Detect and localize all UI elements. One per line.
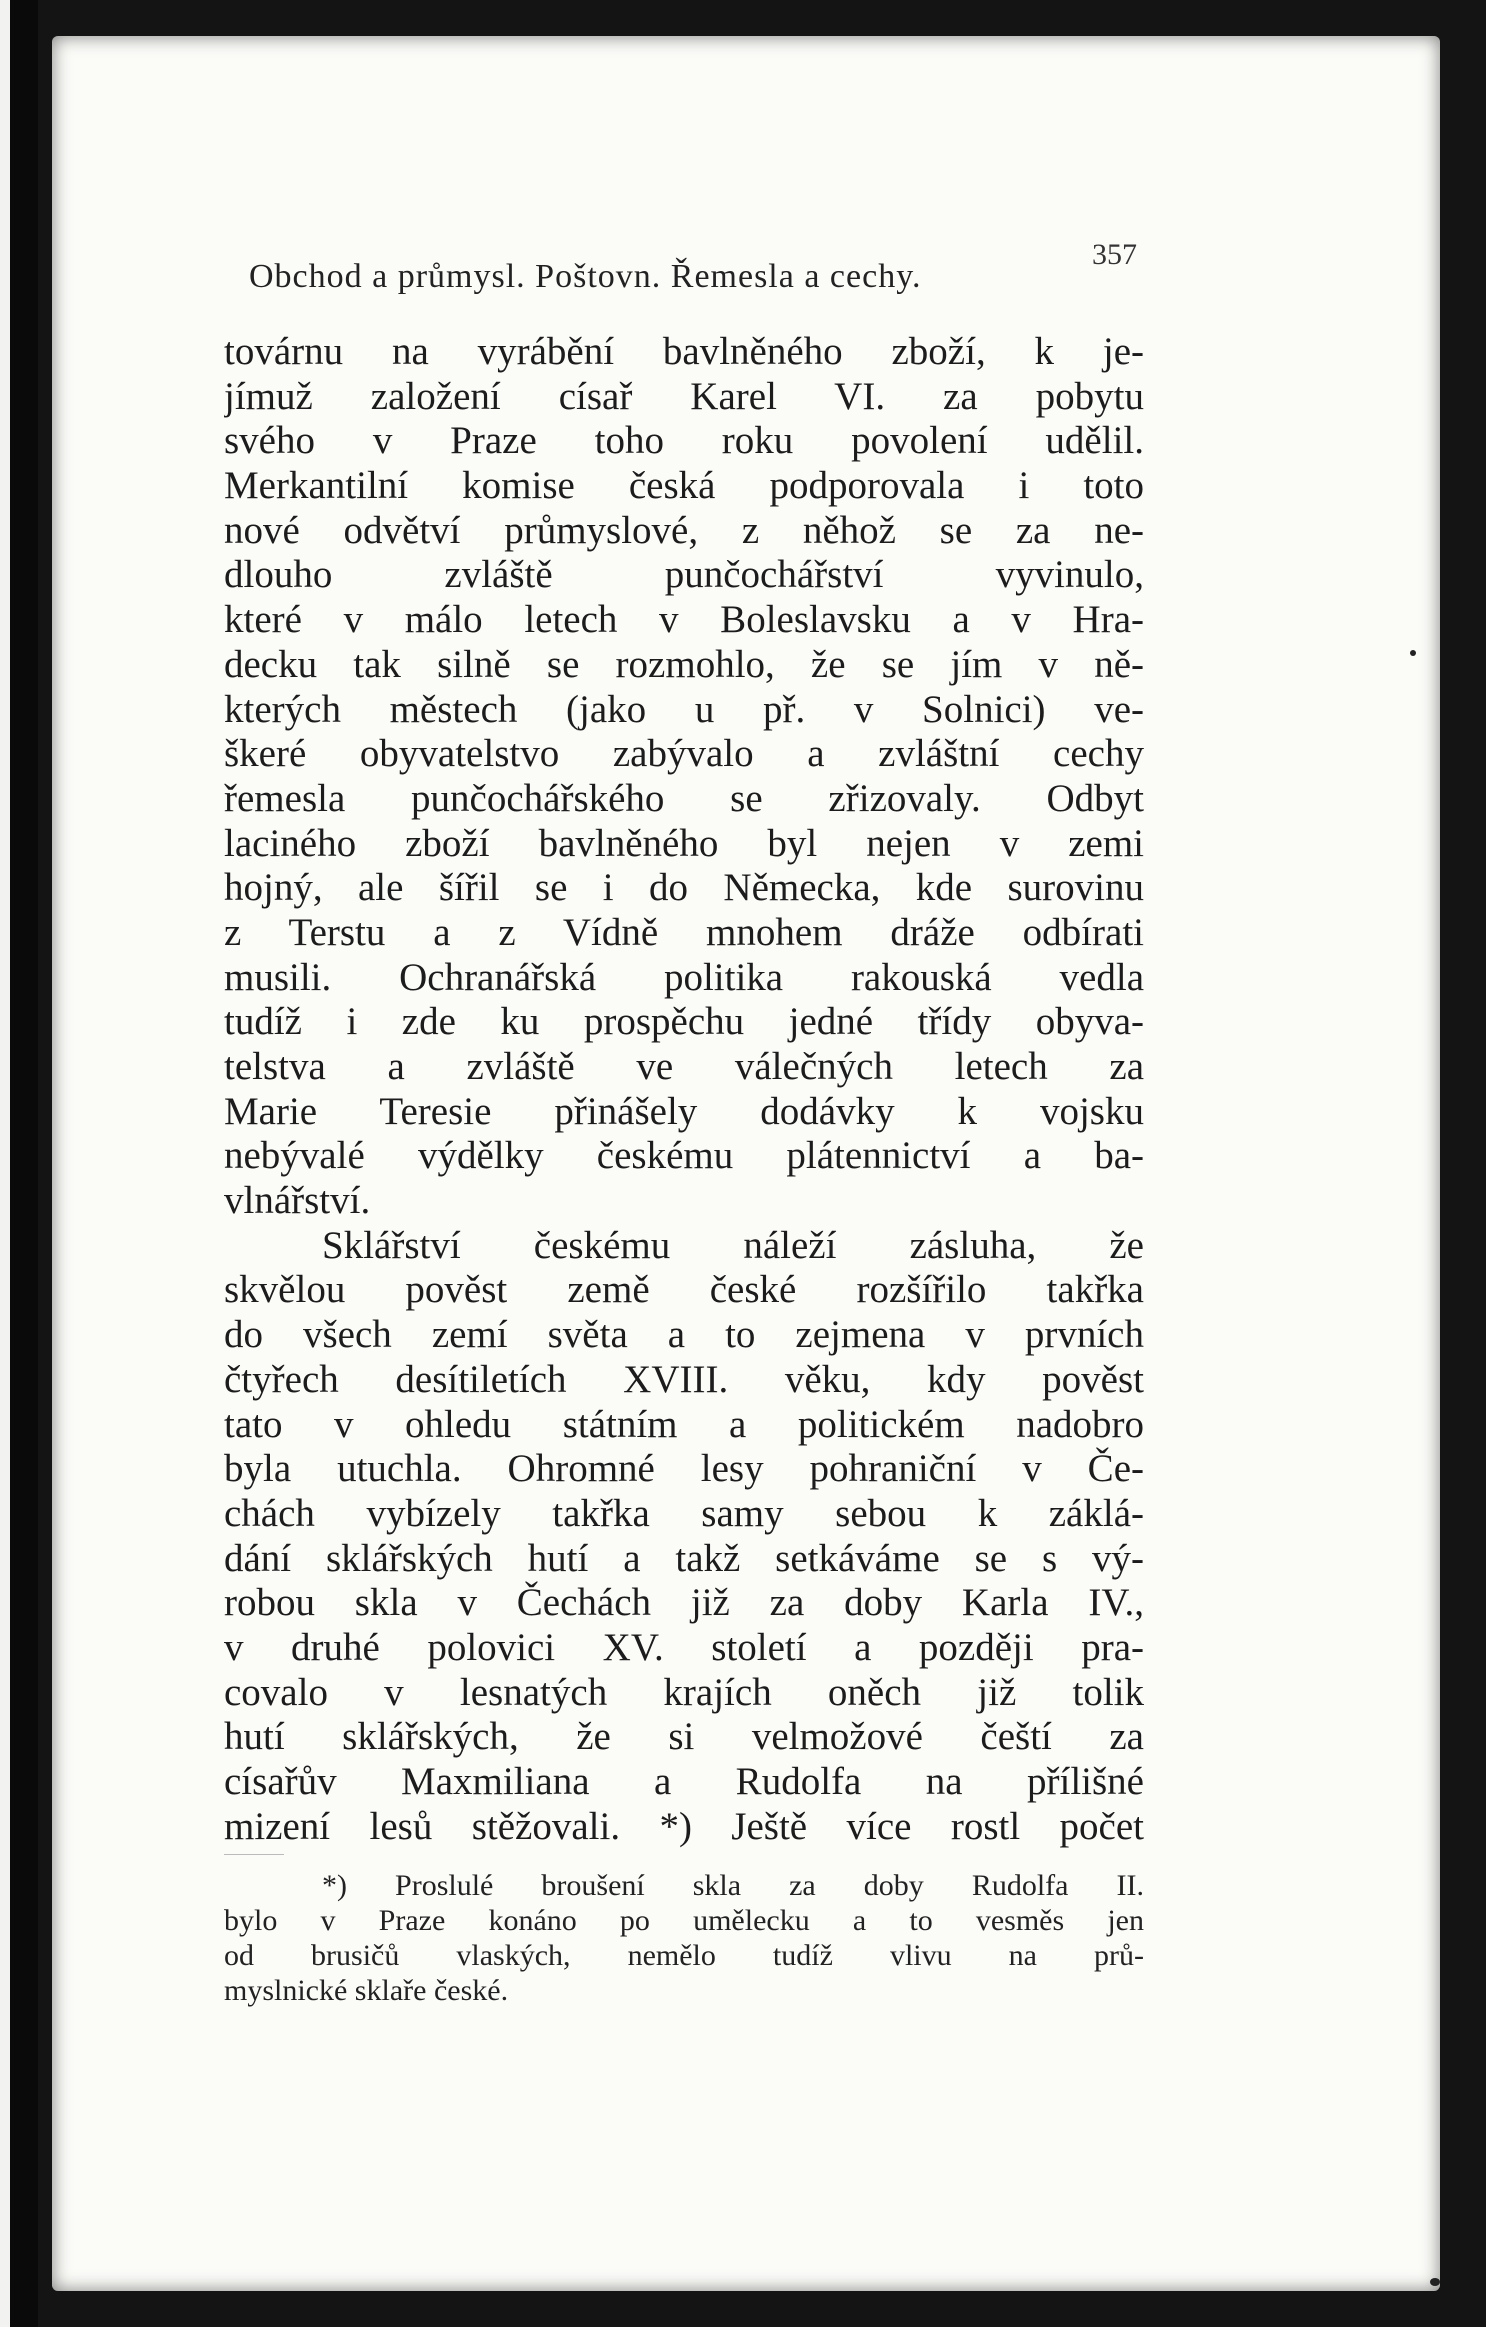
text-line: covalo v lesnatých krajích oněch již tolik <box>224 1670 1144 1714</box>
text-line: továrnu na vyrábění bavlněného zboží, k je- <box>224 330 1144 373</box>
text-line: laciného zboží bavlněného byl nejen v zemi <box>224 821 1144 865</box>
running-head: Obchod a průmysl. Poštovn. Řemesla a cechy. <box>249 258 922 295</box>
text-line: Marie Teresie přinášely dodávky k vojsku <box>224 1089 1144 1133</box>
scan-speck <box>1410 650 1416 656</box>
text-line: hutí sklářských, že si velmožové čeští za <box>224 1715 1144 1759</box>
text-line: z Terstu a z Vídně mnohem dráže odbírati <box>224 910 1144 954</box>
paragraph-start-line: Sklářství českému náleží zásluha, že <box>322 1223 1144 1267</box>
text-line: hojný, ale šířil se i do Německa, kde surovinu <box>224 866 1144 910</box>
paragraph-end-line: vlnářství. <box>224 1179 371 1223</box>
text-line: telstva a zvláště ve válečných letech za <box>224 1045 1144 1088</box>
text-line: Merkantilní komise česká podporovala i toto <box>224 464 1144 508</box>
text-line: kterých městech (jako u př. v Solnici) ve- <box>224 687 1144 731</box>
scan-edge-strip <box>0 0 10 2327</box>
footnote-line: *) Proslulé broušení skla za doby Rudolfa II. <box>322 1869 1144 1902</box>
text-line: byla utuchla. Ohromné lesy pohraniční v Če- <box>224 1447 1144 1491</box>
text-line: tudíž i zde ku prospěchu jedné třídy obyva- <box>224 1000 1144 1044</box>
text-line: chách vybízely takřka samy sebou k záklá- <box>224 1491 1144 1535</box>
text-line: císařův Maxmiliana a Rudolfa na přílišné <box>224 1760 1144 1803</box>
text-line: nebývalé výdělky českému plátennictví a ba- <box>224 1134 1144 1178</box>
text-line: škeré obyvatelstvo zabývalo a zvláštní cechy <box>224 732 1144 776</box>
text-line: svého v Praze toho roku povolení udělil. <box>224 419 1144 463</box>
text-line: tato v ohledu státním a politickém nadobro <box>224 1402 1144 1446</box>
text-line: v druhé polovici XV. století a později pra- <box>224 1625 1144 1669</box>
scan-speck <box>1430 2278 1440 2286</box>
footnote-divider <box>224 1854 284 1855</box>
text-line: decku tak silně se rozmohlo, že se jím v ně- <box>224 642 1144 686</box>
text-line: řemesla punčochářského se zřizovaly. Odbyt <box>224 776 1144 820</box>
text-line: dání sklářských hutí a takž setkáváme se s vý- <box>224 1536 1144 1580</box>
text-line: robou skla v Čechách již za doby Karla IV., <box>224 1581 1144 1625</box>
footnote-line: bylo v Praze konáno po umělecku a to vesměs jen <box>224 1904 1144 1937</box>
text-line: které v málo letech v Boleslavsku a v Hra- <box>224 598 1144 642</box>
text-line: nové odvětví průmyslové, z něhož se za ne- <box>224 508 1144 552</box>
text-line: skvělou pověst země české rozšířilo takřka <box>224 1268 1144 1312</box>
footnote <box>224 1868 1144 2008</box>
text-line: mizení lesů stěžovali. *) Ještě více rostl počet <box>224 1804 1144 1848</box>
text-line: musili. Ochranářská politika rakouská vedla <box>224 955 1144 999</box>
text-line: čtyřech desítiletích XVIII. věku, kdy pověst <box>224 1357 1144 1401</box>
footnote-line: myslnické sklaře české. <box>224 1974 509 2007</box>
text-line: dlouho zvláště punčochářství vyvinulo, <box>224 553 1144 597</box>
footnote-line: od brusičů vlaských, nemělo tudíž vlivu na prů- <box>224 1939 1144 1972</box>
text-line: do všech zemí světa a to zejmena v prvních <box>224 1313 1144 1357</box>
page-number: 357 <box>1092 238 1137 271</box>
text-line: jímuž založení císař Karel VI. za pobytu <box>224 374 1144 418</box>
body-text <box>224 330 1144 1849</box>
